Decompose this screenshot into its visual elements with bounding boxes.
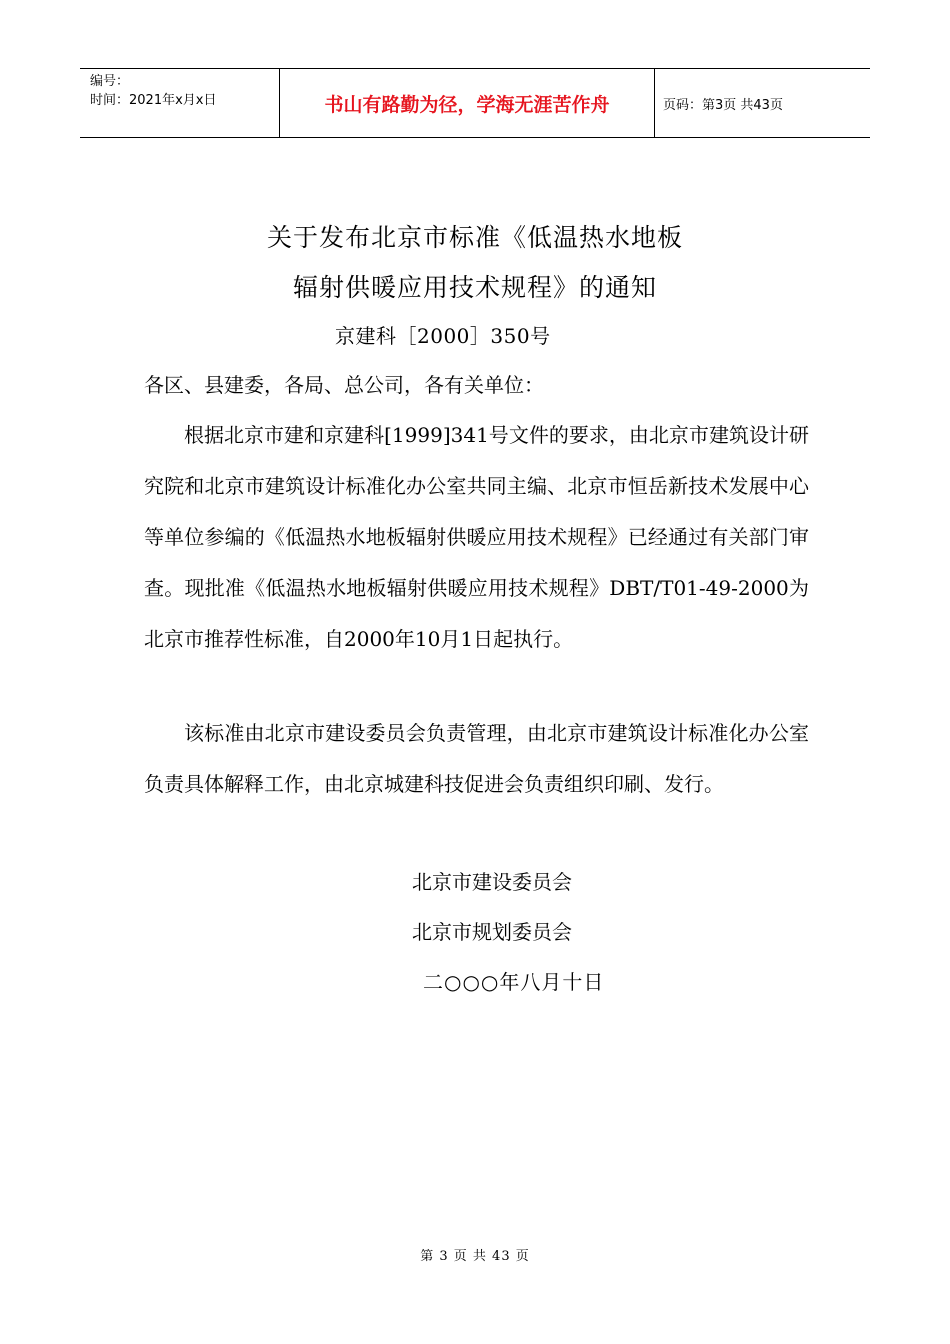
header-meta-cell <box>80 69 280 137</box>
page-info: 页码：第3页 共43页 <box>663 97 783 113</box>
paragraph-2: 该标准由北京市建设委员会负责管理，由北京市建筑设计标准化办公室负责具体解释工作，由北京城建科技促进会负责组织印刷、发行。 <box>144 721 809 796</box>
document-title-line2: 辐射供暖应用技术规程》的通知 <box>292 273 657 302</box>
document-title-line1: 关于发布北京市标准《低温热水地板 <box>266 223 683 252</box>
header-table <box>80 68 870 138</box>
signature-construction-committee: 北京市建设委员会 <box>412 870 572 894</box>
document-number: 京建科［2000］350号 <box>335 324 551 348</box>
paragraph-1: 根据北京市建和京建科[1999]341号文件的要求，由北京市建筑设计研究院和北京市建筑设计标准化办公室共同主编、北京市恒岳新技术发展中心等单位参编的《低温热水地板辐射供暖应用技术规程》已经通过有关部门审查。现批准《低温热水地板辐射供暖应用技术规程》DBT/T01-49-2000为北京市推荐性标准，自2000年10月1日起执行。 <box>144 423 809 651</box>
motto-text: 书山有路勤为径，学海无涯苦作舟 <box>324 93 610 116</box>
salutation: 各区、县建委，各局、总公司，各有关单位： <box>144 373 544 397</box>
signature-planning-committee: 北京市规划委员会 <box>412 920 572 944</box>
document-date: 二○○○年八月十日 <box>423 970 605 994</box>
header-motto-cell <box>280 69 655 137</box>
page-footer: 第 3 页 共 43 页 <box>420 1249 530 1264</box>
number-label: 编号： <box>90 74 130 89</box>
header-page-cell <box>655 69 870 137</box>
time-label: 时间：2021年x月x日 <box>90 93 217 108</box>
